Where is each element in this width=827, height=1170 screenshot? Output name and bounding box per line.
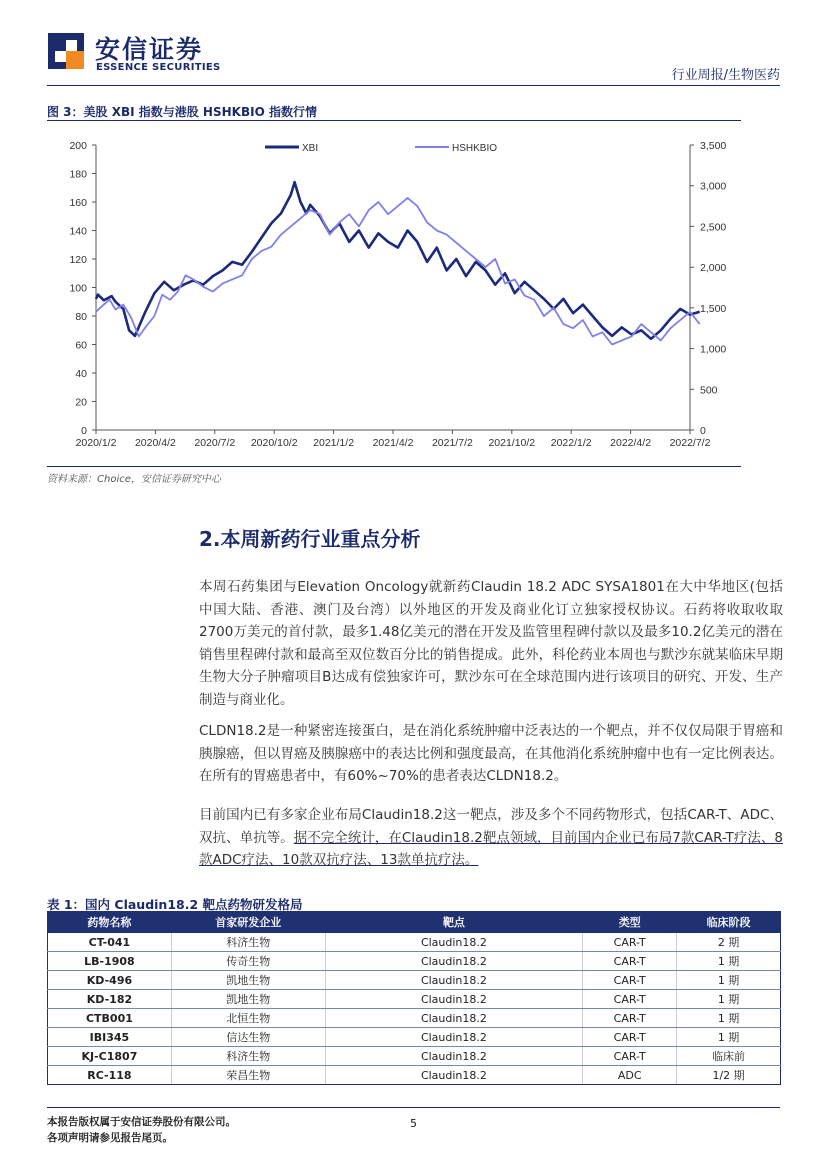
landscape-text: 目前国内已有多家企业布局Claudin18.2这一靶点，涉及多个不同药物形式，包括CAR-T、ADC、双抗、单抗等。 bbox=[199, 807, 783, 846]
disclaimer-notice: 各项声明请参见报告尾页。 bbox=[47, 1132, 173, 1144]
table-row bbox=[48, 990, 781, 1009]
paragraph-cldn18-intro: CLDN18.2是一种紧密连接蛋白，是在消化系统肿瘤中泛表达的一个靶点，并不仅仅局限于胃癌和胰腺癌，但以胃癌及胰腺癌中的表达比例和强度最高，在其他消化系统肿瘤中也有一定比例表达。在所有的胃癌患者中，有60%~70%的患者表达CLDN18.2。 bbox=[199, 723, 783, 784]
cell-drug: KD-496 bbox=[48, 971, 172, 990]
cell-company: 荣昌生物 bbox=[171, 1066, 325, 1085]
cell-company: 信达生物 bbox=[171, 1028, 325, 1047]
y-right-tick-label: 3,500 bbox=[700, 140, 727, 152]
y-left-tick-label: 0 bbox=[81, 425, 87, 437]
y-right-tick-label: 1,500 bbox=[700, 302, 727, 315]
table-row bbox=[48, 952, 781, 971]
y-left-tick-label: 200 bbox=[69, 140, 87, 152]
drug-pipeline-table bbox=[47, 911, 781, 1085]
x-tick-label: 2022/4/2 bbox=[610, 437, 652, 449]
cell-type: CAR-T bbox=[583, 1028, 677, 1047]
cell-target: Claudin18.2 bbox=[325, 1009, 583, 1028]
cell-target: Claudin18.2 bbox=[325, 952, 583, 971]
y-left-tick-label: 140 bbox=[69, 225, 87, 238]
cell-target: Claudin18.2 bbox=[325, 971, 583, 990]
cell-type: CAR-T bbox=[583, 990, 677, 1009]
cell-type: ADC bbox=[583, 1066, 677, 1085]
x-tick-label: 2021/4/2 bbox=[372, 437, 414, 449]
cell-drug: CT-041 bbox=[48, 933, 172, 952]
col-header-type: 类型 bbox=[583, 912, 677, 933]
table-row bbox=[48, 1028, 781, 1047]
y-right-tick-label: 1,000 bbox=[700, 343, 727, 356]
cell-company: 凯地生物 bbox=[171, 971, 325, 990]
y-right-tick-label: 2,500 bbox=[700, 221, 727, 234]
brand-name-en: ESSENCE SECURITIES bbox=[96, 62, 221, 73]
table-row bbox=[48, 971, 781, 990]
x-tick-label: 2022/7/2 bbox=[669, 437, 711, 449]
brand-name-cn: 安信证券 bbox=[95, 35, 204, 64]
cell-company: 传奇生物 bbox=[171, 952, 325, 971]
table-header-row bbox=[48, 912, 781, 933]
cell-target: Claudin18.2 bbox=[325, 933, 583, 952]
x-tick-label: 2020/10/2 bbox=[250, 437, 298, 449]
table-row bbox=[48, 1009, 781, 1028]
section-heading: 2.本周新药行业重点分析 bbox=[199, 527, 421, 551]
figure-source: 资料来源：Choice，安信证券研究中心 bbox=[47, 474, 221, 485]
x-tick-label: 2021/1/2 bbox=[313, 437, 355, 449]
table-row bbox=[48, 1066, 781, 1085]
cell-target: Claudin18.2 bbox=[325, 1066, 583, 1085]
y-left-tick-label: 20 bbox=[75, 396, 87, 409]
cell-stage: 1 期 bbox=[677, 952, 781, 971]
legend-label-xbi: XBI bbox=[302, 143, 319, 154]
table-row bbox=[48, 1047, 781, 1066]
col-header-drug: 药物名称 bbox=[48, 912, 172, 933]
cell-company: 北恒生物 bbox=[171, 1009, 325, 1028]
cell-stage: 临床前 bbox=[677, 1047, 781, 1066]
cell-company: 科济生物 bbox=[171, 1047, 325, 1066]
y-right-tick-label: 3,000 bbox=[700, 180, 727, 193]
x-tick-label: 2022/1/2 bbox=[550, 437, 592, 449]
cell-drug: KJ-C1807 bbox=[48, 1047, 172, 1066]
legend-label-hshkbio: HSHKBIO bbox=[452, 143, 498, 154]
cell-target: Claudin18.2 bbox=[325, 990, 583, 1009]
cell-type: CAR-T bbox=[583, 1009, 677, 1028]
index-line-chart bbox=[40, 130, 745, 460]
cell-type: CAR-T bbox=[583, 933, 677, 952]
col-header-stage: 临床阶段 bbox=[677, 912, 781, 933]
brand-logo-icon bbox=[48, 33, 84, 69]
cell-stage: 1 期 bbox=[677, 990, 781, 1009]
cell-company: 凯地生物 bbox=[171, 990, 325, 1009]
y-right-tick-label: 2,000 bbox=[700, 262, 727, 275]
y-left-tick-label: 60 bbox=[75, 339, 87, 352]
y-left-tick-label: 80 bbox=[75, 311, 87, 323]
y-left-tick-label: 40 bbox=[75, 368, 87, 380]
report-type-label: 行业周报/生物医药 bbox=[671, 68, 780, 83]
header-divider bbox=[47, 85, 780, 86]
y-right-tick-label: 0 bbox=[700, 425, 706, 437]
paragraph-deals: 本周石药集团与Elevation Oncology就新药Claudin 18.2 ADC SYSA1801在大中华地区(包括中国大陆、香港、澳门及台湾）以外地区的开发及商业化订立独家授权协议。石药将收取收取2700万美元的首付款，最多1.48亿美元的潜在开发及监管里程碑付款以及最多10.2亿美元的潜在销售里程碑付款和最高至双位数百分比的销售提成。此外，科伦药业本周也与默沙东就某临床早期生物大分子肿瘤项目B达成有偿独家许可，默沙东可在全球范围内进行该项目的研究、开发、生产制造与商业化。 bbox=[199, 579, 783, 708]
cell-stage: 1 期 bbox=[677, 1028, 781, 1047]
cell-type: CAR-T bbox=[583, 1047, 677, 1066]
x-tick-label: 2021/7/2 bbox=[431, 437, 473, 449]
cell-stage: 1 期 bbox=[677, 1009, 781, 1028]
footer-divider bbox=[47, 1107, 780, 1108]
y-left-tick-label: 120 bbox=[69, 254, 87, 266]
cell-stage: 1 期 bbox=[677, 971, 781, 990]
figure-title: 图 3：美股 XBI 指数与港股 HSHKBIO 指数行情 bbox=[47, 105, 317, 119]
cell-drug: RC-118 bbox=[48, 1066, 172, 1085]
series-line-hshkbio bbox=[96, 198, 700, 345]
y-left-tick-label: 180 bbox=[69, 168, 87, 181]
cell-stage: 1/2 期 bbox=[677, 1066, 781, 1085]
cell-target: Claudin18.2 bbox=[325, 1028, 583, 1047]
y-left-tick-label: 160 bbox=[69, 197, 87, 209]
col-header-target: 靶点 bbox=[325, 912, 583, 933]
y-left-tick-label: 100 bbox=[69, 282, 87, 295]
x-tick-label: 2021/10/2 bbox=[488, 437, 536, 449]
table-row bbox=[48, 933, 781, 952]
y-right-tick-label: 500 bbox=[700, 384, 718, 397]
cell-stage: 2 期 bbox=[677, 933, 781, 952]
cell-drug: KD-182 bbox=[48, 990, 172, 1009]
cell-drug: LB-1908 bbox=[48, 952, 172, 971]
cell-type: CAR-T bbox=[583, 971, 677, 990]
table-title: 表 1：国内 Claudin18.2 靶点药物研发格局 bbox=[47, 897, 303, 912]
figure-bottom-divider bbox=[47, 466, 741, 467]
col-header-company: 首家研发企业 bbox=[171, 912, 325, 933]
copyright-notice: 本报告版权属于安信证券股份有限公司。 bbox=[47, 1116, 236, 1128]
x-tick-label: 2020/1/2 bbox=[75, 437, 117, 449]
landscape-statistics: 据不完全统计，在Claudin18.2靶点领域，目前国内企业已布局7款CAR-T疗法、8款ADC疗法、10款双抗疗法、13款单抗疗法。 bbox=[199, 829, 783, 868]
cell-drug: CTB001 bbox=[48, 1009, 172, 1028]
x-tick-label: 2020/4/2 bbox=[134, 437, 176, 449]
cell-drug: IBI345 bbox=[48, 1028, 172, 1047]
cell-target: Claudin18.2 bbox=[325, 1047, 583, 1066]
figure-title-divider bbox=[47, 120, 741, 121]
paragraph-domestic-landscape bbox=[199, 804, 783, 872]
cell-type: CAR-T bbox=[583, 952, 677, 971]
cell-company: 科济生物 bbox=[171, 933, 325, 952]
x-tick-label: 2020/7/2 bbox=[194, 437, 236, 449]
page-number: 5 bbox=[410, 1117, 417, 1130]
